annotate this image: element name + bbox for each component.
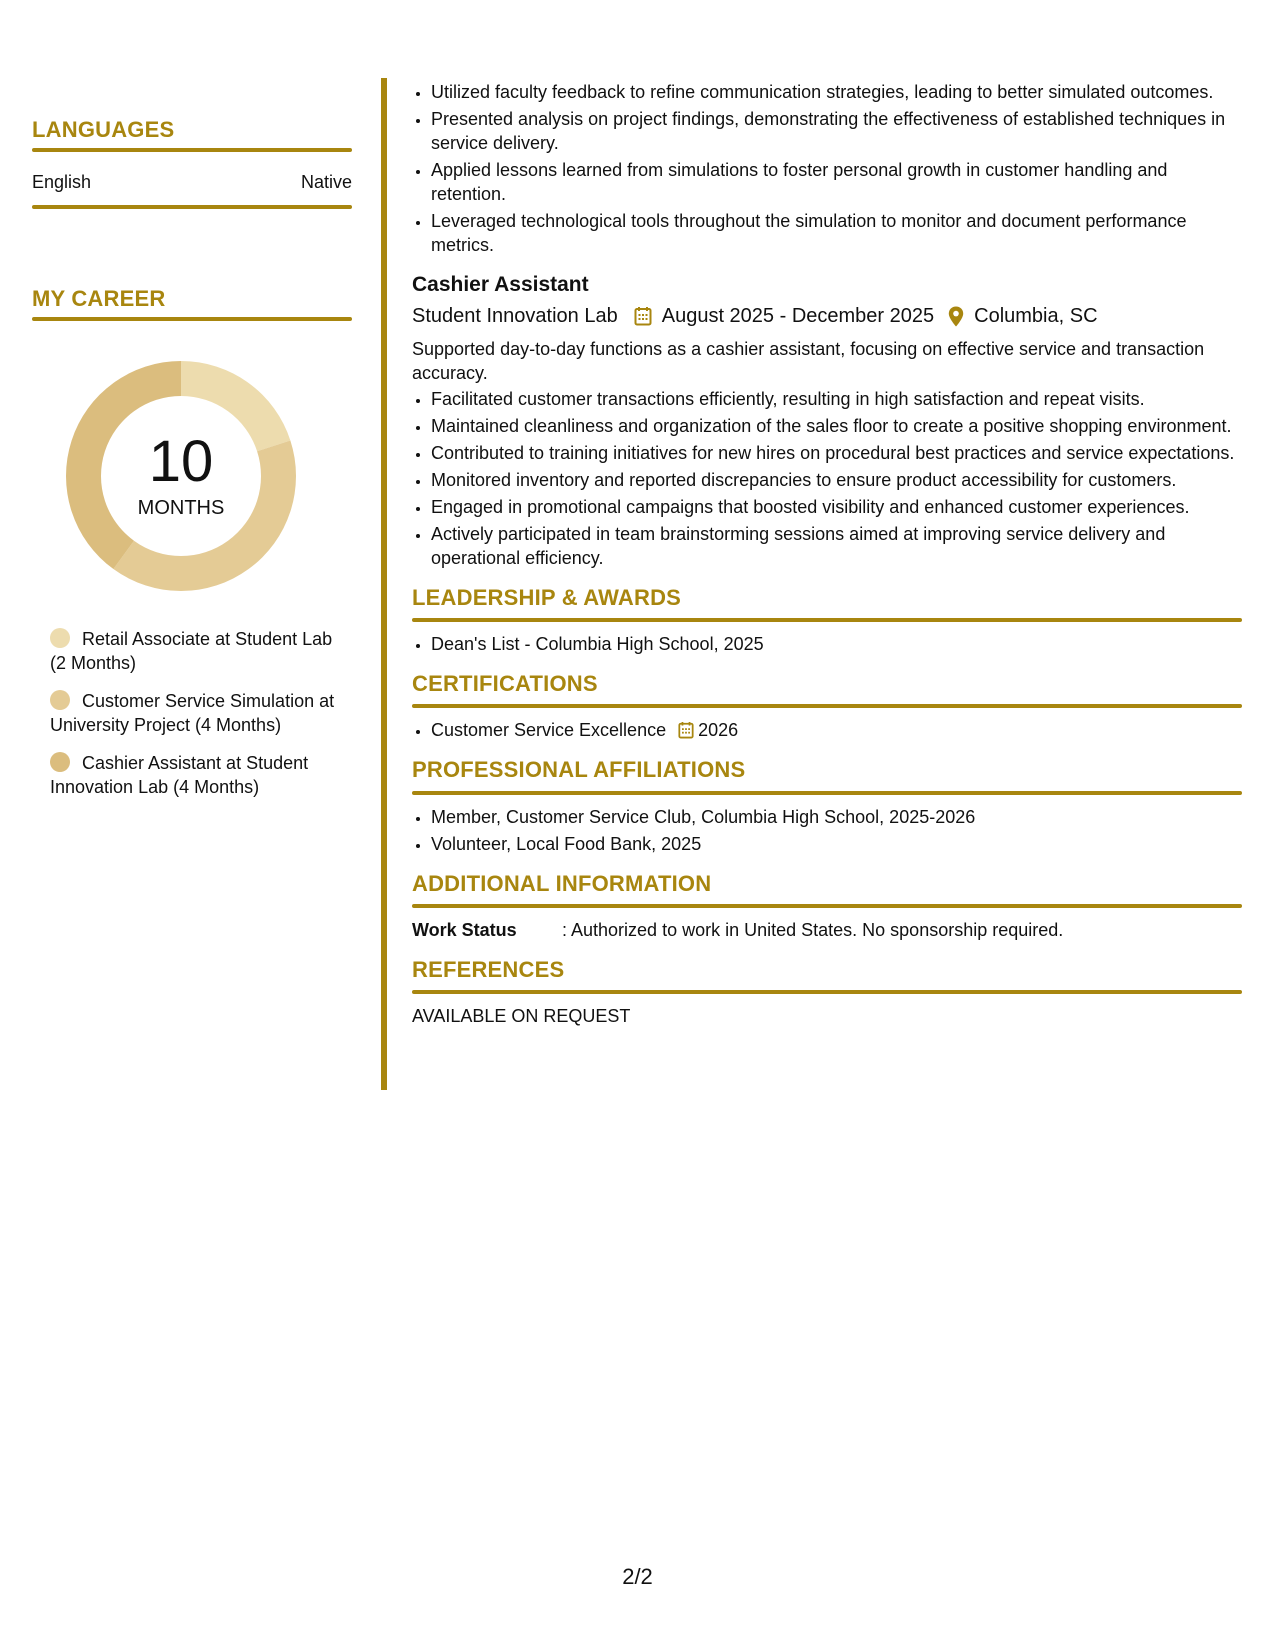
certifications-list (412, 718, 1242, 742)
certification-year: 2026 (698, 720, 739, 741)
language-row (32, 152, 352, 205)
work-status-label: Work Status (412, 919, 517, 940)
legend-label: Customer Service Simulation at University Project (4 Months) (50, 691, 335, 736)
legend-dot-icon (50, 690, 70, 710)
affiliations-section (412, 758, 1242, 855)
job-dates: August 2025 - December 2025 (661, 305, 935, 327)
job-meta (412, 301, 1242, 331)
calendar-icon (678, 721, 694, 739)
previous-job-bullets (412, 80, 1242, 257)
references-rule (412, 990, 1242, 994)
donut-total-value: 10 (148, 428, 214, 494)
additional-title: ADDITIONAL INFORMATION (412, 870, 712, 896)
calendar-icon (634, 306, 652, 326)
legend-dot-icon (50, 752, 70, 772)
list-item: • Facilitated customer transactions efficiently, resulting in high satisfaction and repeat visits. (431, 387, 1242, 411)
references-section (412, 958, 1242, 1028)
list-item: • Presented analysis on project findings, demonstrating the effectiveness of established techniques in service delivery. (431, 107, 1242, 155)
donut-total-unit: MONTHS (137, 496, 225, 519)
certifications-rule (412, 704, 1242, 708)
languages-bottom-rule (32, 205, 352, 209)
list-item: • Engaged in promotional campaigns that boosted visibility and enhanced customer experiences. (431, 495, 1242, 519)
legend-item (50, 627, 340, 675)
work-status-value: : Authorized to work in United States. No sponsorship required. (562, 919, 1064, 940)
affiliations-rule (412, 791, 1242, 795)
legend-item (50, 689, 340, 737)
donut-center (66, 361, 296, 591)
leadership-list (412, 632, 1242, 656)
leadership-title: LEADERSHIP & AWARDS (412, 585, 682, 610)
right-column (412, 80, 1242, 1028)
languages-title: LANGUAGES (32, 117, 175, 142)
certifications-title: CERTIFICATIONS (412, 671, 598, 697)
leadership-section (412, 586, 1242, 656)
certification-entry (431, 718, 738, 742)
career-rule (32, 317, 352, 321)
left-column (32, 118, 352, 813)
list-item: • Applied lessons learned from simulations to foster personal growth in customer handling and retention. (431, 158, 1242, 206)
job-company: Student Innovation Lab (412, 305, 618, 327)
list-item: • Volunteer, Local Food Bank, 2025 (431, 832, 1242, 856)
language-name: English (32, 172, 92, 193)
references-title: REFERENCES (412, 956, 565, 982)
additional-rule (412, 904, 1242, 908)
list-item (431, 718, 1242, 742)
location-pin-icon (948, 306, 964, 327)
page-number: 2/2 (622, 1564, 653, 1589)
list-item: • Monitored inventory and reported discrepancies to ensure product accessibility for customers. (431, 468, 1242, 492)
list-item: • Utilized faculty feedback to refine communication strategies, leading to better simulated outcomes. (431, 80, 1242, 104)
career-title: MY CAREER (32, 286, 166, 312)
references-text: AVAILABLE ON REQUEST (412, 1005, 631, 1026)
legend-item (50, 751, 340, 799)
certifications-section (412, 672, 1242, 742)
job-location: Columbia, SC (974, 305, 1098, 327)
additional-section (412, 872, 1242, 942)
legend-label: Retail Associate at Student Lab (2 Months) (50, 629, 333, 674)
list-item: • Maintained cleanliness and organization of the sales floor to create a positive shopping environment. (431, 414, 1242, 438)
job-bullets (412, 387, 1242, 570)
list-item: • Contributed to training initiatives for new hires on procedural best practices and service expectations. (431, 441, 1242, 465)
list-item: • Leveraged technological tools throughout the simulation to monitor and document performance metrics. (431, 209, 1242, 257)
legend-dot-icon (50, 628, 70, 648)
list-item: • Member, Customer Service Club, Columbia High School, 2025-2026 (431, 805, 1242, 829)
certification-name: • Customer Service Excellence (431, 720, 667, 741)
list-item: • Actively participated in team brainstorming sessions aimed at improving service delivery and operational efficiency. (431, 522, 1242, 570)
list-item: • Dean's List - Columbia High School, 2025 (431, 632, 1242, 656)
legend-label: Cashier Assistant at Student Innovation Lab (4 Months) (50, 753, 309, 798)
affiliations-title: PROFESSIONAL AFFILIATIONS (412, 757, 746, 783)
job-description: Supported day-to-day functions as a cashier assistant, focusing on effective service and transaction accuracy. (412, 339, 1205, 383)
language-level: Native (300, 172, 352, 193)
column-divider (381, 78, 387, 1090)
leadership-rule (412, 618, 1242, 622)
career-legend (50, 627, 352, 799)
job-title: Cashier Assistant (412, 273, 589, 296)
work-status-row (412, 918, 1242, 942)
career-donut-chart (66, 361, 296, 591)
affiliations-list (412, 805, 1242, 856)
